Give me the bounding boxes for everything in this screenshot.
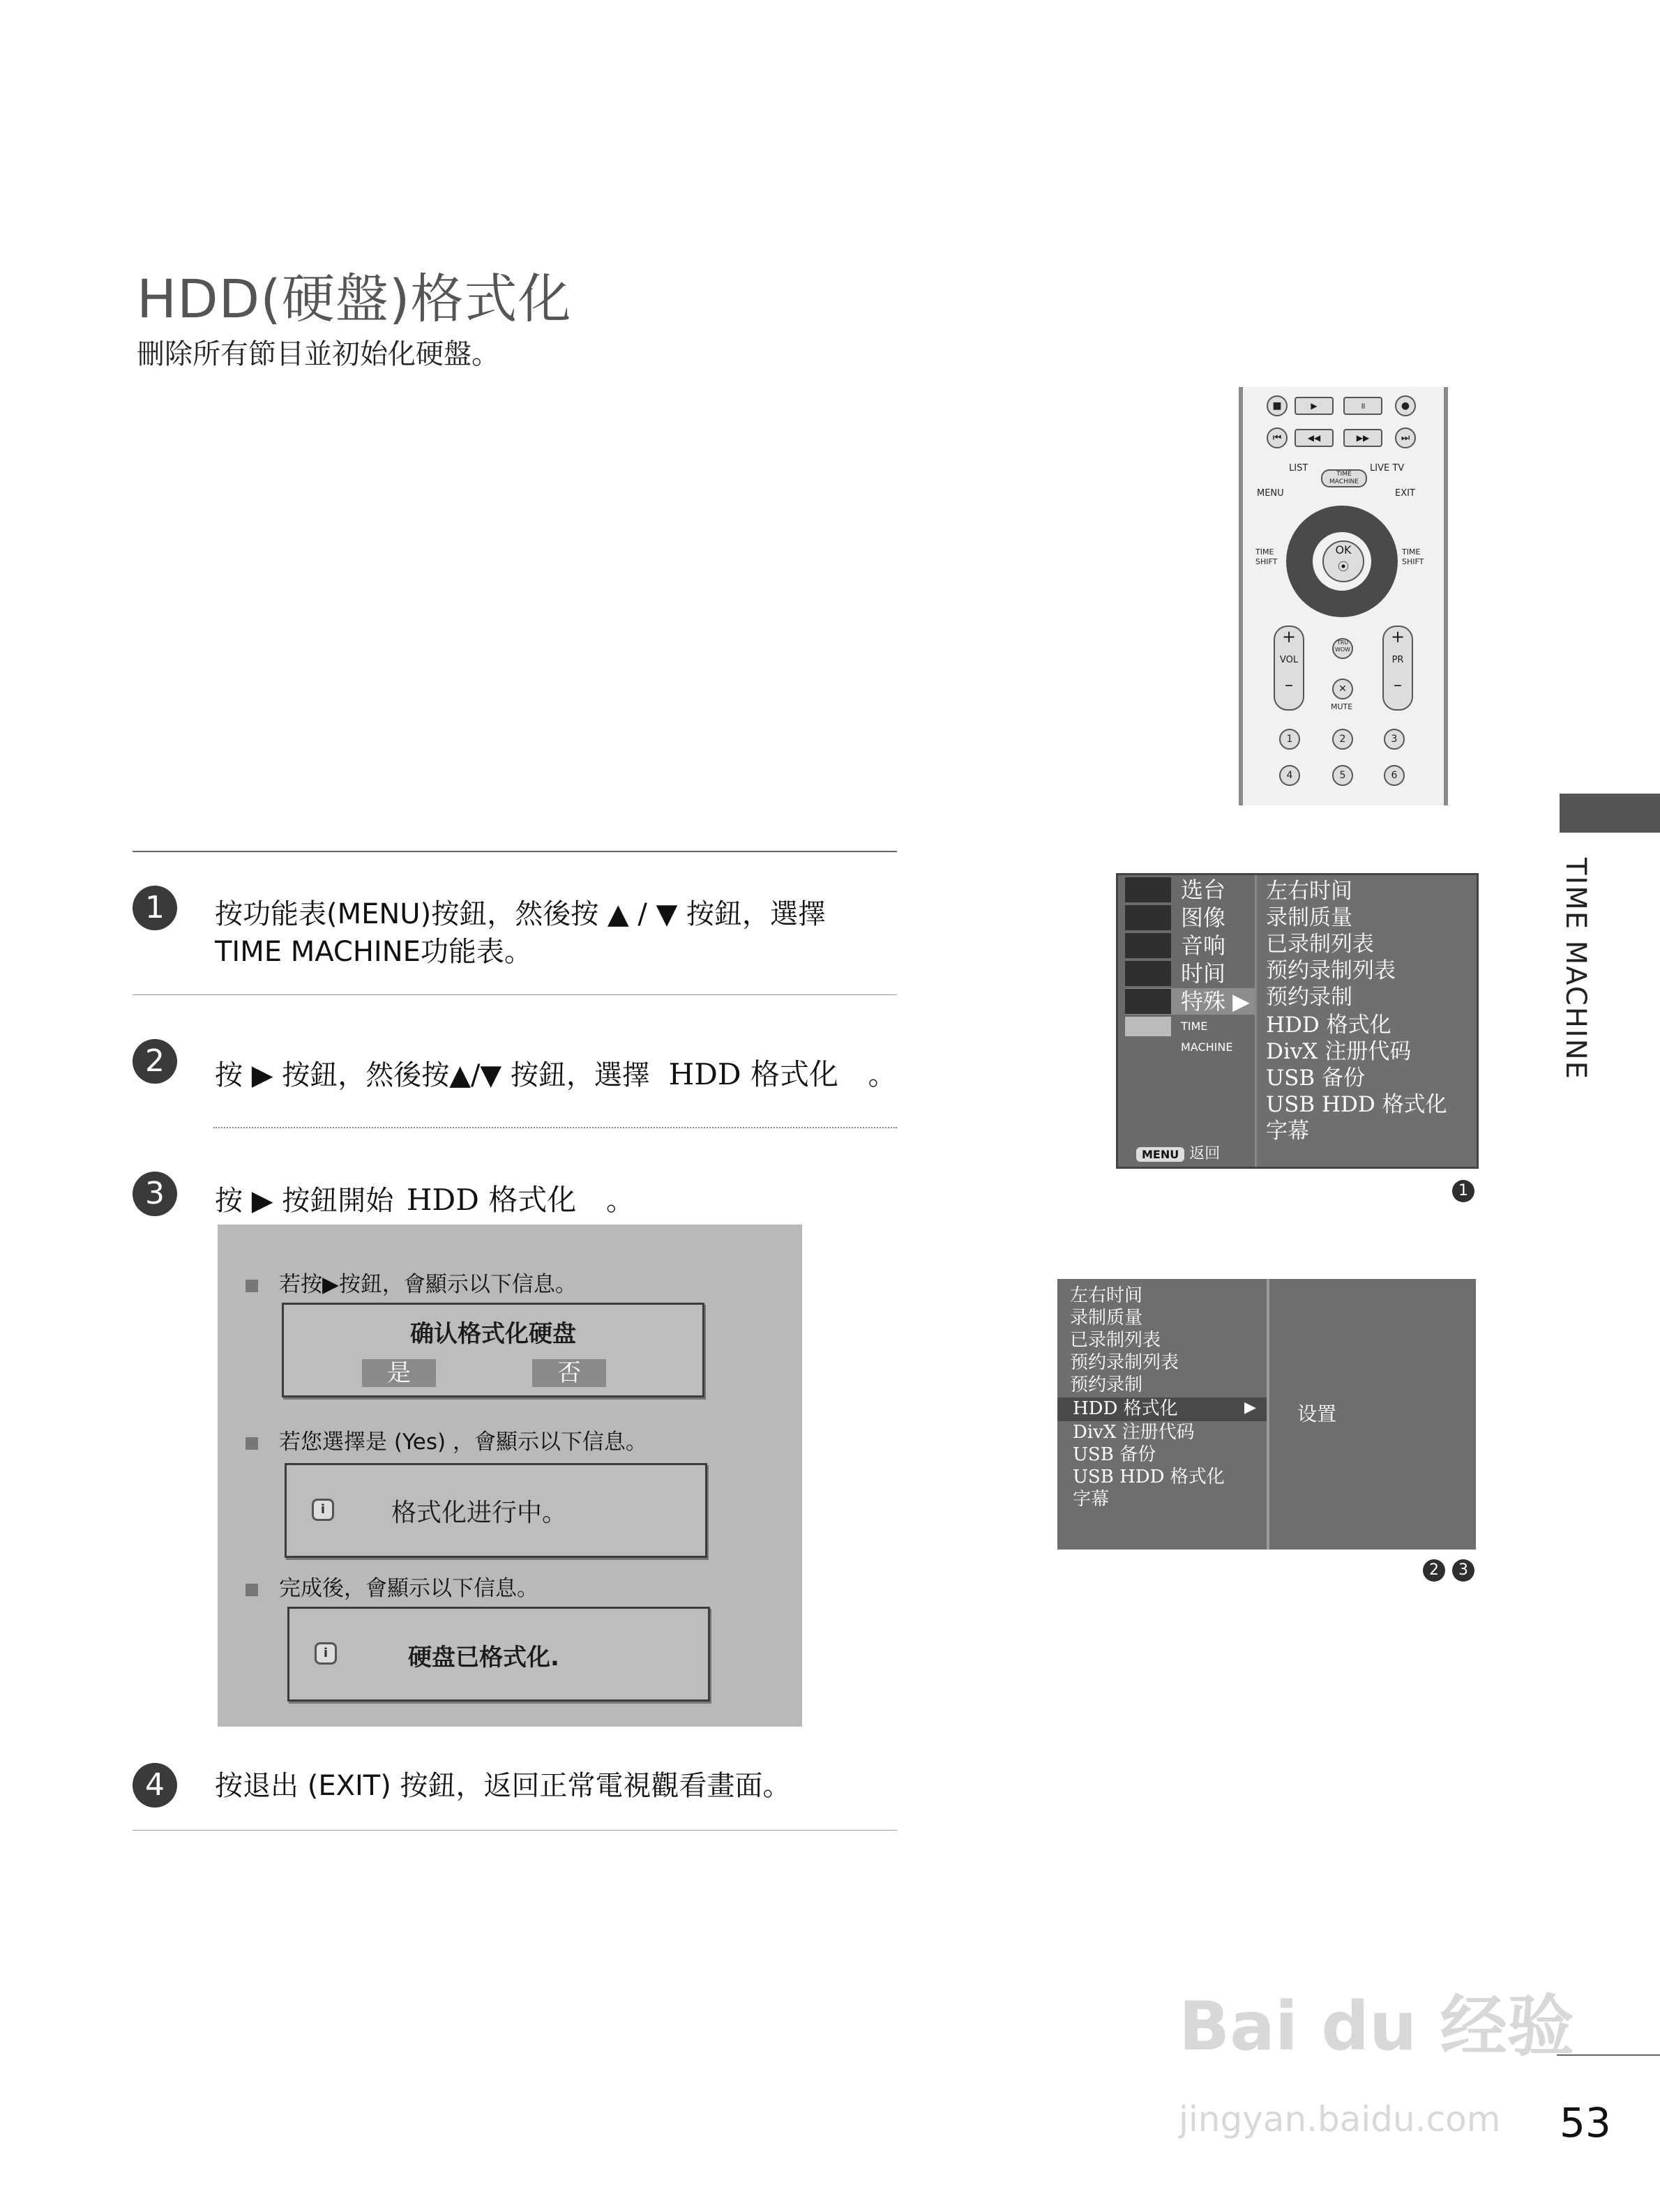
submenu-item[interactable]: 已录制列表 [1266,932,1374,957]
submenu-item[interactable]: 录制质量 [1266,905,1352,930]
remote-live-tv-label: LIVE TV [1370,463,1405,474]
menu2-item[interactable]: USB 备份 [1073,1444,1156,1465]
format-complete-dialog [287,1607,710,1702]
tru-wow-button-icon: TRU WOW [1332,638,1353,659]
yes-button[interactable]: 是 [362,1359,436,1387]
complete-message: 硬盘已格式化. [408,1644,559,1672]
audio-thumb-icon [1125,933,1171,958]
menu-item-picture[interactable] [1125,904,1255,931]
step-3-target: HDD 格式化 [406,1183,577,1217]
submenu-item[interactable]: 预约录制列表 [1266,958,1396,983]
remote-control-image [1239,387,1448,805]
menu-item-label: 选台 [1181,877,1226,903]
section-tab-marker [1560,794,1660,833]
digit-2-icon: 2 [1332,729,1353,750]
time-machine-thumb-icon [1125,1017,1171,1036]
menu-item-label: TIME MACHINE [1181,1020,1233,1054]
bullet-square-icon [246,1437,258,1450]
menu-item-time-machine[interactable] [1125,1016,1255,1054]
info-icon: i [315,1642,337,1665]
menu2-item-selected[interactable]: HDD 格式化 [1073,1398,1178,1419]
step-2-post: 。 [868,1059,896,1091]
menu2-item[interactable]: 已录制列表 [1070,1330,1161,1351]
pr-rocker-icon: + PR – [1382,626,1413,711]
back-label: 返回 [1189,1145,1221,1162]
menu-item-time[interactable] [1125,960,1255,987]
digit-6-icon: 6 [1384,765,1405,786]
confirm-dialog-title: 确认格式化硬盘 [410,1320,576,1348]
tv-menu-screen-2 [1057,1279,1476,1550]
menu2-item[interactable]: 字幕 [1073,1489,1110,1510]
screen-badge-1: 1 [1452,1180,1474,1202]
remote-ok-label: OK [1335,543,1352,556]
skip-back-icon: ⏮ [1267,427,1288,448]
step-number-4: 4 [133,1763,177,1808]
submenu-item[interactable]: 左右时间 [1266,879,1352,904]
time-thumb-icon [1125,961,1171,986]
rewind-icon: ◀◀ [1295,429,1334,447]
step-3-pre: 按 ▶ 按鈕開始 [215,1185,394,1217]
page-subtitle: 刪除所有節目並初始化硬盤。 [137,338,499,370]
submenu-item[interactable]: 字幕 [1266,1119,1309,1144]
play-button-icon: ▶ [1295,397,1334,415]
step-3-text [215,1181,634,1220]
menu2-divider [1267,1279,1269,1550]
page-number: 53 [1560,2099,1611,2146]
formatting-progress-dialog [285,1463,707,1558]
mute-button-icon: ✕ [1332,679,1353,699]
divider [133,1830,897,1831]
skip-forward-icon: ⏭ [1395,427,1416,448]
submenu-item[interactable]: DivX 注册代码 [1266,1039,1412,1064]
pause-button-icon: ॥ [1343,397,1382,415]
record-button-icon: ● [1395,395,1416,416]
remote-list-label: LIST [1289,463,1308,474]
step-number-3: 3 [133,1172,177,1216]
menu2-item[interactable]: DivX 注册代码 [1073,1422,1195,1443]
remote-pr-label: PR [1391,655,1404,665]
screen-badge-3: 3 [1452,1559,1474,1582]
step-2-pre: 按 ▶ 按鈕，然後按▲/▼ 按鈕，選擇 [215,1059,650,1091]
setting-button[interactable]: 设置 [1297,1402,1337,1425]
menu-item-label: 图像 [1181,904,1226,931]
menu-item-label: 特殊 ▶ [1181,988,1250,1015]
menu2-item[interactable]: 预约录制列表 [1070,1352,1179,1373]
menu-key-icon: MENU [1136,1147,1184,1162]
remote-time-machine-label: TIME MACHINE [1321,469,1367,487]
step-4-text: 按退出 (EXIT) 按鈕，返回正常電視觀看畫面。 [215,1770,791,1802]
remote-time-shift-left: TIME SHIFT [1255,547,1278,566]
menu2-item[interactable]: 录制质量 [1070,1308,1143,1328]
tv-menu-screen-1 [1116,873,1479,1169]
progress-message: 格式化进行中。 [391,1499,568,1527]
menu-back-hint [1136,1142,1220,1163]
baidu-watermark: Bai du 经验 [1179,1987,1574,2066]
menu-item-special-selected[interactable] [1125,988,1255,1015]
vol-rocker-icon: + VOL – [1274,626,1304,711]
divider [133,851,897,852]
note-3 [246,1570,538,1602]
remote-time-shift-right: TIME SHIFT [1402,547,1424,566]
menu-item-label: 时间 [1181,960,1226,987]
menu-item-label: 音响 [1181,932,1226,959]
channel-thumb-icon [1125,877,1171,902]
screen-badge-2: 2 [1423,1559,1445,1582]
submenu-arrow-icon: ▶ [1244,1399,1256,1416]
ok-button-icon: OK ⦿ [1322,540,1364,582]
step-2-text [215,1056,896,1094]
step-number-2: 2 [133,1039,177,1084]
divider-dotted [213,1127,897,1128]
menu-left-column [1118,875,1257,1167]
note-1-text: 若按▶按鈕，會顯示以下信息。 [279,1272,577,1297]
step-number-1: 1 [133,886,177,930]
divider [133,994,897,995]
note-3-text: 完成後，會顯示以下信息。 [279,1576,538,1601]
digit-1-icon: 1 [1279,729,1300,750]
no-button[interactable]: 否 [532,1359,606,1387]
picture-thumb-icon [1125,905,1171,930]
menu2-item[interactable]: USB HDD 格式化 [1073,1467,1225,1487]
step-1-line1: 按功能表(MENU)按鈕，然後按 ▲ / ▼ 按鈕，選擇 [215,898,827,930]
message-examples-panel [218,1225,802,1727]
remote-exit-label: EXIT [1395,488,1415,499]
remote-menu-label: MENU [1257,488,1284,499]
submenu-item[interactable]: 预约录制 [1266,985,1352,1010]
confirm-format-dialog [282,1303,704,1397]
submenu-item[interactable]: USB HDD 格式化 [1266,1092,1447,1117]
step-1-line2: TIME MACHINE功能表。 [215,936,532,968]
submenu-item[interactable]: HDD 格式化 [1266,1013,1391,1038]
step-2-target: HDD 格式化 [668,1057,838,1091]
submenu-item[interactable]: USB 备份 [1266,1066,1365,1091]
menu-item-audio[interactable] [1125,932,1255,959]
remote-mute-label: MUTE [1331,702,1353,711]
digit-4-icon: 4 [1279,765,1300,786]
info-icon: i [312,1499,334,1521]
step-3-post: 。 [605,1185,634,1217]
menu-item-channel[interactable] [1125,877,1255,903]
page-title: HDD(硬盤)格式化 [137,268,572,330]
remote-vol-label: VOL [1279,655,1299,665]
menu2-item[interactable]: 预约录制 [1070,1374,1143,1395]
menu2-item[interactable]: 左右时间 [1070,1285,1143,1306]
note-2 [246,1424,647,1455]
digit-3-icon: 3 [1384,729,1405,750]
step-1-text [215,895,826,971]
section-tab-label: TIME MACHINE [1560,858,1592,1080]
special-thumb-icon [1125,989,1171,1014]
digit-5-icon: 5 [1332,765,1353,786]
note-1 [246,1266,577,1298]
baidu-watermark-url: jingyan.baidu.com [1179,2099,1501,2139]
note-2-text: 若您選擇是 (Yes) ，會顯示以下信息。 [279,1430,647,1455]
forward-icon: ▶▶ [1343,429,1382,447]
bullet-square-icon [246,1584,258,1596]
bullet-square-icon [246,1280,258,1292]
stop-button-icon: ■ [1267,395,1288,416]
